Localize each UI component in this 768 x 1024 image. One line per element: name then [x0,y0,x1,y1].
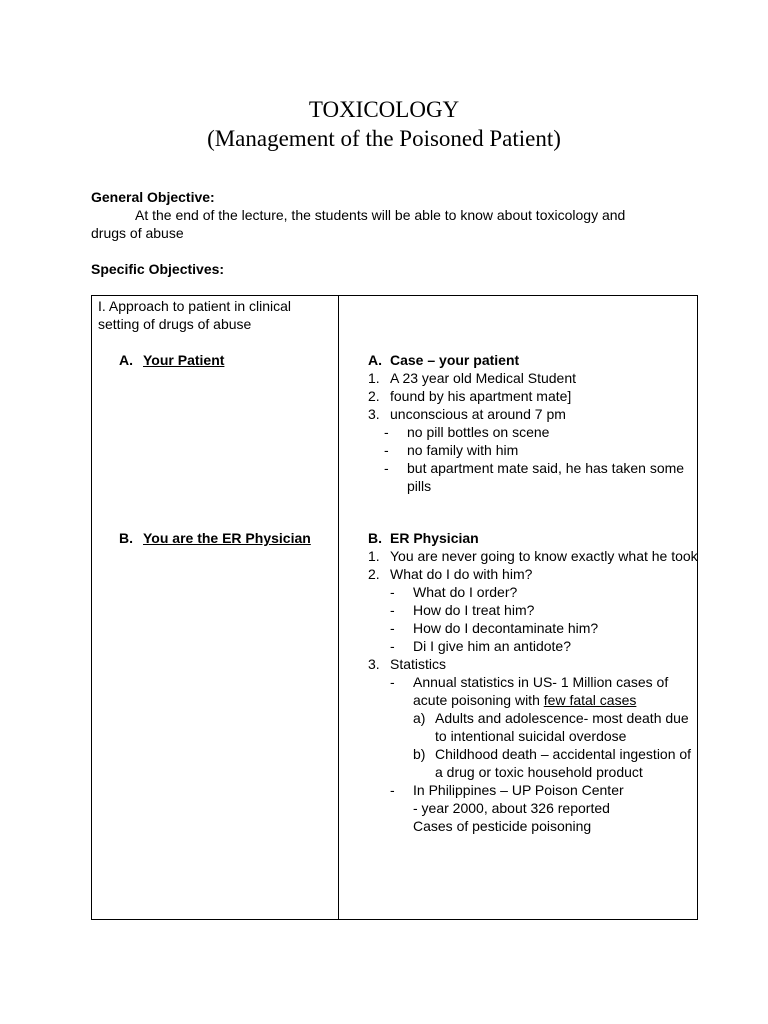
dash-mark: - [384,460,389,476]
section-b-label: B. [119,530,133,546]
er-label: B. [368,530,382,546]
left-column-intro [98,297,328,333]
dash-item-text: How do I treat him? [413,602,535,618]
general-objective-heading: General Objective: [91,189,215,205]
alpha-item-text: Adults and adolescence- most death due to intentional suicidal overdose [435,710,689,744]
dash-item [368,459,698,495]
list-item-text: A 23 year old Medical Student [390,370,577,386]
document-subtitle: (Management of the Poisoned Patient) [207,126,561,151]
statistics-text: Annual statistics in US- 1 Million cases of acute poisoning with [413,674,669,708]
dash-mark: - [390,638,395,654]
statistics-emphasis: few fatal cases [543,692,637,708]
dash-mark: - [384,442,389,458]
general-objective-line-2: drugs of abuse [91,225,184,241]
intro-line-2: setting of drugs of abuse [98,316,252,332]
section-b-title: You are the ER Physician [143,530,311,546]
philippines-line-2: - year 2000, about 326 reported [413,800,610,816]
left-section-a [119,351,224,369]
dash-mark: - [384,424,389,440]
dash-mark: - [390,782,395,798]
philippines-line-1: In Philippines – UP Poison Center [413,782,624,798]
dash-item-text: no family with him [407,442,519,458]
list-item [368,655,698,673]
list-number: 1. [368,370,380,386]
list-item [368,547,698,565]
dash-item [368,601,698,619]
left-section-b [119,529,311,547]
general-objective-text [91,206,681,242]
list-number: 2. [368,388,380,404]
dash-item-text: no pill bottles on scene [407,424,550,440]
philippines-line-3: Cases of pesticide poisoning [413,818,592,834]
er-title: ER Physician [390,530,479,546]
dash-mark: - [390,674,395,690]
dash-item [368,781,698,835]
dash-item-text [413,781,698,835]
alpha-item [368,709,698,745]
right-section-a [368,351,698,495]
list-item-text: What do I do with him? [390,566,533,582]
dash-item [368,423,698,441]
list-item [368,565,698,583]
dash-item-text: What do I order? [413,584,518,600]
dash-item-text: but apartment mate said, he has taken some pills [407,460,685,494]
list-item-text: You are never going to know exactly what he took [390,548,698,564]
dash-item [368,637,698,655]
list-number: 3. [368,656,380,672]
dash-mark: - [390,584,395,600]
alpha-mark: a) [413,710,426,726]
case-heading [368,351,698,369]
list-item [368,405,698,423]
list-item [368,387,698,405]
section-a-label: A. [119,352,133,368]
list-item-text: found by his apartment mate] [390,388,572,404]
alpha-item-text: Childhood death – accidental ingestion of a drug or toxic household product [435,746,692,780]
alpha-mark: b) [413,746,426,762]
list-number: 1. [368,548,380,564]
case-label: A. [368,352,382,368]
intro-line-1: I. Approach to patient in clinical [98,298,292,314]
right-section-b [368,529,698,835]
er-physician-heading [368,529,698,547]
dash-mark: - [390,620,395,636]
dash-item [368,441,698,459]
dash-item-text [413,673,698,709]
section-a-title: Your Patient [143,352,225,368]
list-number: 2. [368,566,380,582]
case-title: Case – your patient [390,352,520,368]
dash-item-text: How do I decontaminate him? [413,620,599,636]
dash-item [368,583,698,601]
objectives-table [91,295,698,920]
alpha-item [368,745,698,781]
list-item-text: Statistics [390,656,447,672]
table-column-divider [338,296,339,919]
specific-objectives-heading: Specific Objectives: [91,261,225,277]
dash-mark: - [390,602,395,618]
dash-item [368,673,698,709]
document-title: TOXICOLOGY [308,97,460,122]
dash-item [368,619,698,637]
general-objective-line-1: At the end of the lecture, the students will be able to know about toxicology and [135,207,626,223]
dash-item-text: Di I give him an antidote? [413,638,571,654]
list-item-text: unconscious at around 7 pm [390,406,566,422]
list-number: 3. [368,406,380,422]
list-item [368,369,698,387]
